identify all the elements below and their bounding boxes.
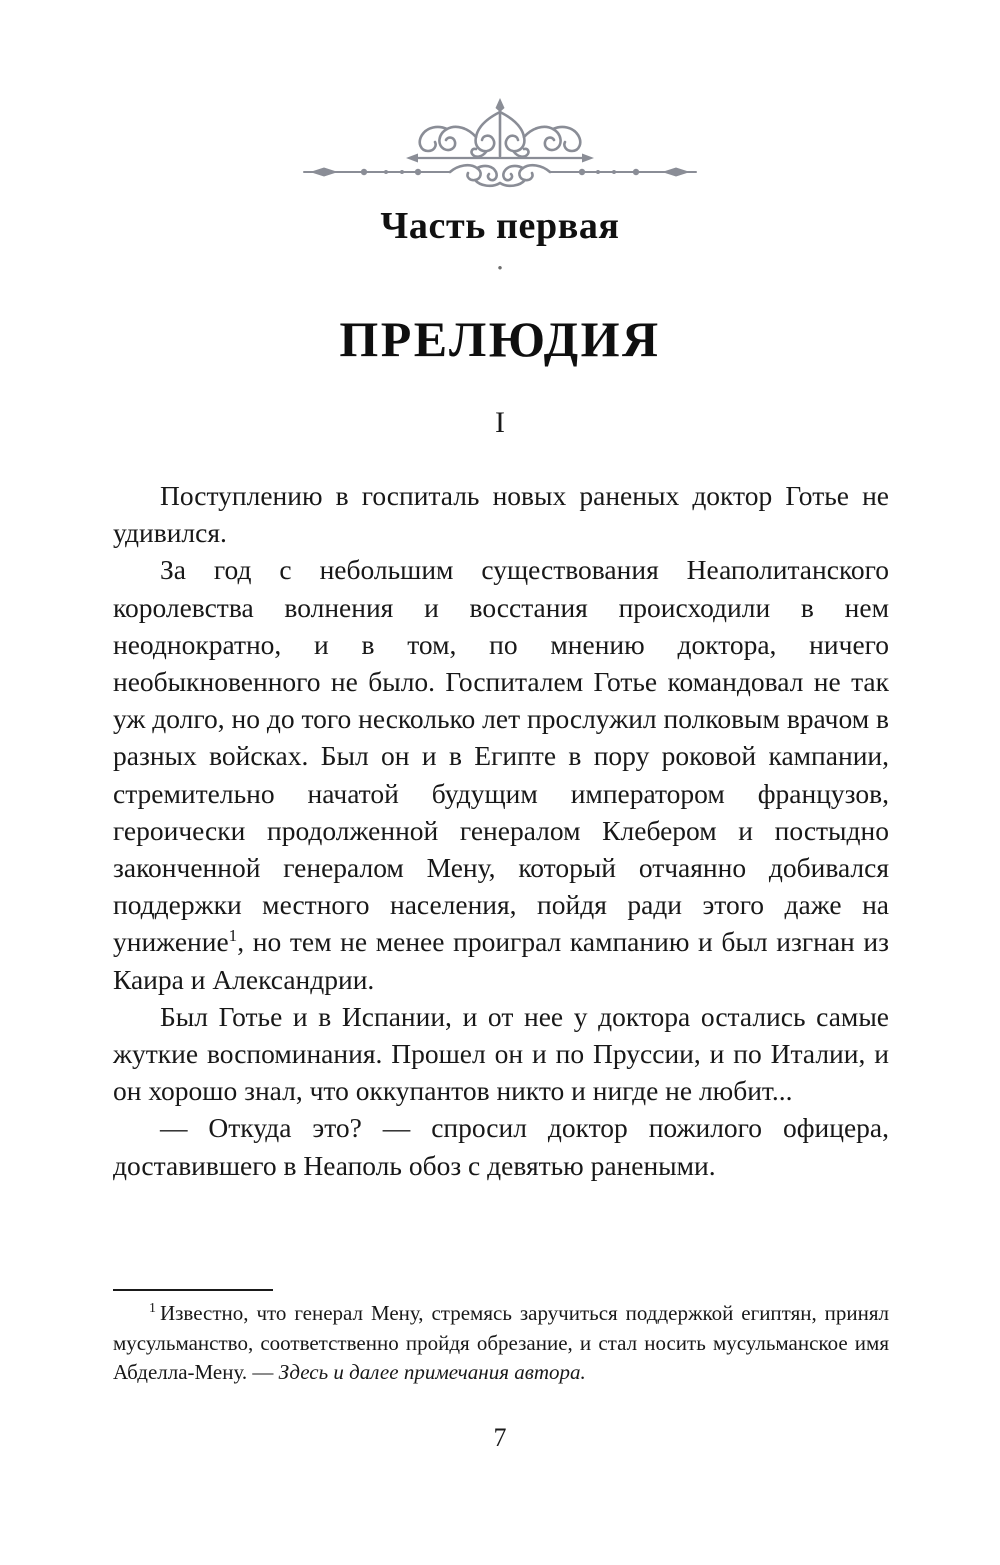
footnote-attribution: Здесь и далее примечания автора. [278,1360,586,1385]
footnote-reference-marker[interactable]: 1 [228,926,238,946]
footnote-text: Известно, что генерал Мену, стремясь заручиться поддержкой египтян, принял мусульманство, соответственно пройдя обрезание, и стал носить мусульманское имя Абделла-Мену. — [113,1301,889,1385]
paragraph-text: Был Готье и в Испании, и от нее у доктора остались самые жуткие воспоминания. Прошел он и по Пруссии, и по Италии, и он хорошо знал, что оккупантов никто и нигде не любит... [113,1000,889,1107]
part-heading: Часть первая [380,205,620,247]
paragraph [113,998,889,1110]
scrollwork-divider-ornament [0,88,1000,188]
section-number: I [495,406,505,439]
page-title: ПРЕЛЮДИЯ [339,310,661,367]
paragraph-text: Поступлению в госпиталь новых раненых доктор Готье не удивился. [113,480,889,549]
footnote-marker: 1 [149,1300,156,1315]
body-text-block [113,477,889,1184]
footnote-block [113,1299,889,1388]
paragraph [113,551,889,997]
paragraph [113,477,889,551]
footnote-item [113,1299,889,1388]
heading-separator-dot: • [497,261,503,277]
paragraph-text: За год с небольшим существования Неаполитанского королевства волнения и восстания происходили в нем неоднократно, и в том, по мнению доктора, ничего необыкновенного не было. Госпиталем Готье командовал не так уж долго, но до того несколько лет прослужил полковым врачом в разных войсках. Был он и в Египте в пору роковой кампании, стремительно начатой будущим императором французов, героически продолженной генералом Клебером и постыдно законченной генералом Мену, который отчаянно добивался поддержки местного населения, пойдя ради этого даже на унижение [113,554,889,958]
footnote-separator-rule [113,1289,273,1291]
paragraph [113,1109,889,1183]
paragraph-text-tail: , но тем не менее проиграл кампанию и был изгнан из Каира и Александрии. [113,926,889,995]
page-number: 7 [493,1423,507,1452]
paragraph-text: — Откуда это? — спросил доктор пожилого офицера, доставившего в Неаполь обоз с девятью ранеными. [113,1112,889,1181]
